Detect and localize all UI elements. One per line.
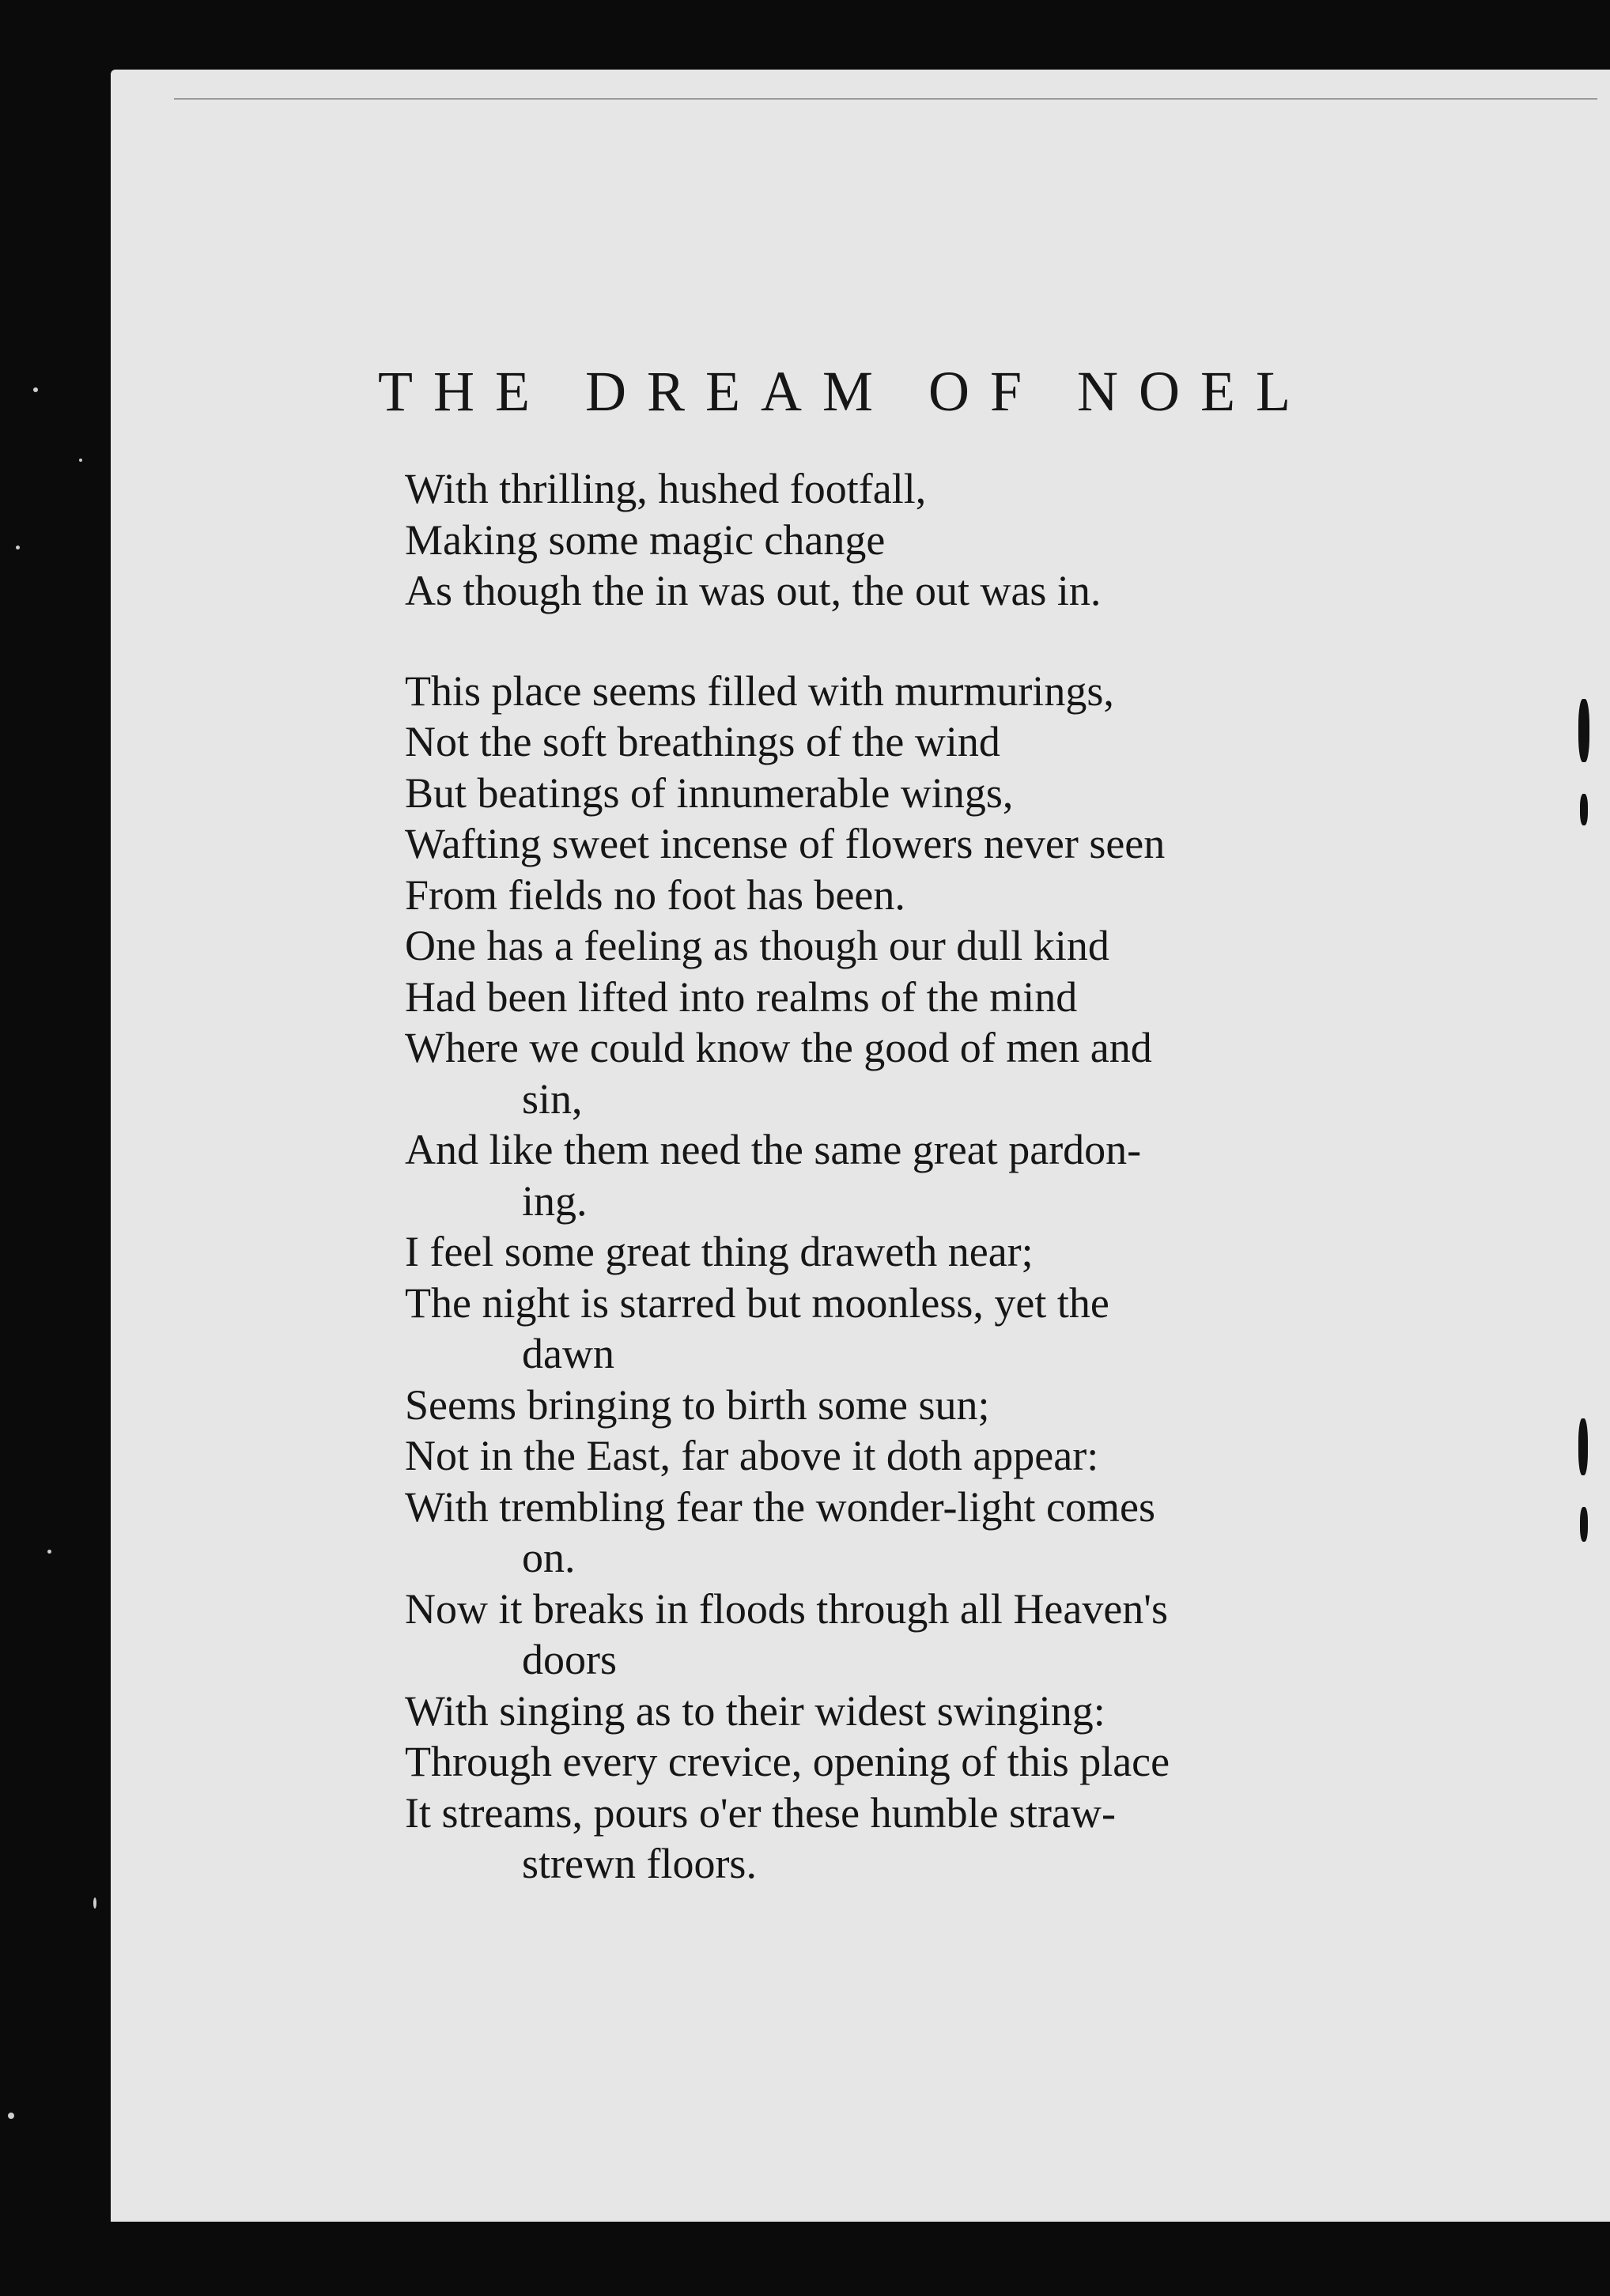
poem-line: From fields no foot has been. [405,870,905,919]
poem-line: Where we could know the good of men and [405,1024,1152,1071]
poem-line: Not in the East, far above it doth appear: [405,1432,1099,1479]
poem-line: sin, [522,1074,583,1123]
stanza-1 [405,463,1393,617]
poem-line: strewn floors. [522,1840,757,1887]
poem-line: Wafting sweet incense of flowers never seen [405,820,1166,867]
scan-speck [33,387,38,392]
poem-line: This place seems filled with murmurings, [405,667,1114,715]
poem-line: It streams, pours o'er these humble straw- [405,1788,1116,1837]
poem-title: THE DREAM OF NOEL [378,360,1311,423]
poem-line: doors [522,1636,617,1683]
poem-line: on. [522,1534,576,1581]
stanza-gap [405,617,1393,666]
top-rule [174,98,1597,100]
poem-line: Not the soft breathings of the wind [405,718,1000,765]
poem-line: With singing as to their widest swinging: [405,1686,1105,1735]
poem-line: Had been lifted into realms of the mind [405,972,1078,1021]
scan-mark [1578,1418,1588,1475]
stanza-2 [405,666,1393,1890]
poem-body [405,463,1393,1890]
poem-line: Seems bringing to birth some sun; [405,1380,990,1429]
poem-line: The night is starred but moonless, yet the [405,1278,1109,1327]
poem-line: dawn [522,1330,614,1377]
poem-line: But beatings of innumerable wings, [405,768,1014,817]
poem-line: Through every crevice, opening of this place [405,1738,1170,1785]
scan-speck [93,1898,96,1909]
scan-mark [1580,1507,1588,1542]
poem-line: ing. [522,1176,588,1225]
poem-line: And like them need the same great pardon- [405,1126,1142,1173]
poem-line: I feel some great thing draweth near; [405,1228,1034,1275]
poem-line: With thrilling, hushed footfall, [405,465,927,512]
poem-line: Now it breaks in floods through all Heaven's [405,1584,1169,1633]
scan-mark [1578,699,1589,762]
poem-line: With trembling fear the wonder-light comes [405,1482,1155,1531]
scan-speck [8,2113,14,2119]
scan-speck [79,459,82,462]
poem-line: One has a feeling as though our dull kind [405,922,1109,969]
poem-line: Making some magic change [405,515,886,564]
scan-mark [1580,794,1588,825]
poem-line: As though the in was out, the out was in. [405,567,1102,614]
scan-speck [47,1550,51,1554]
scan-speck [16,546,20,549]
